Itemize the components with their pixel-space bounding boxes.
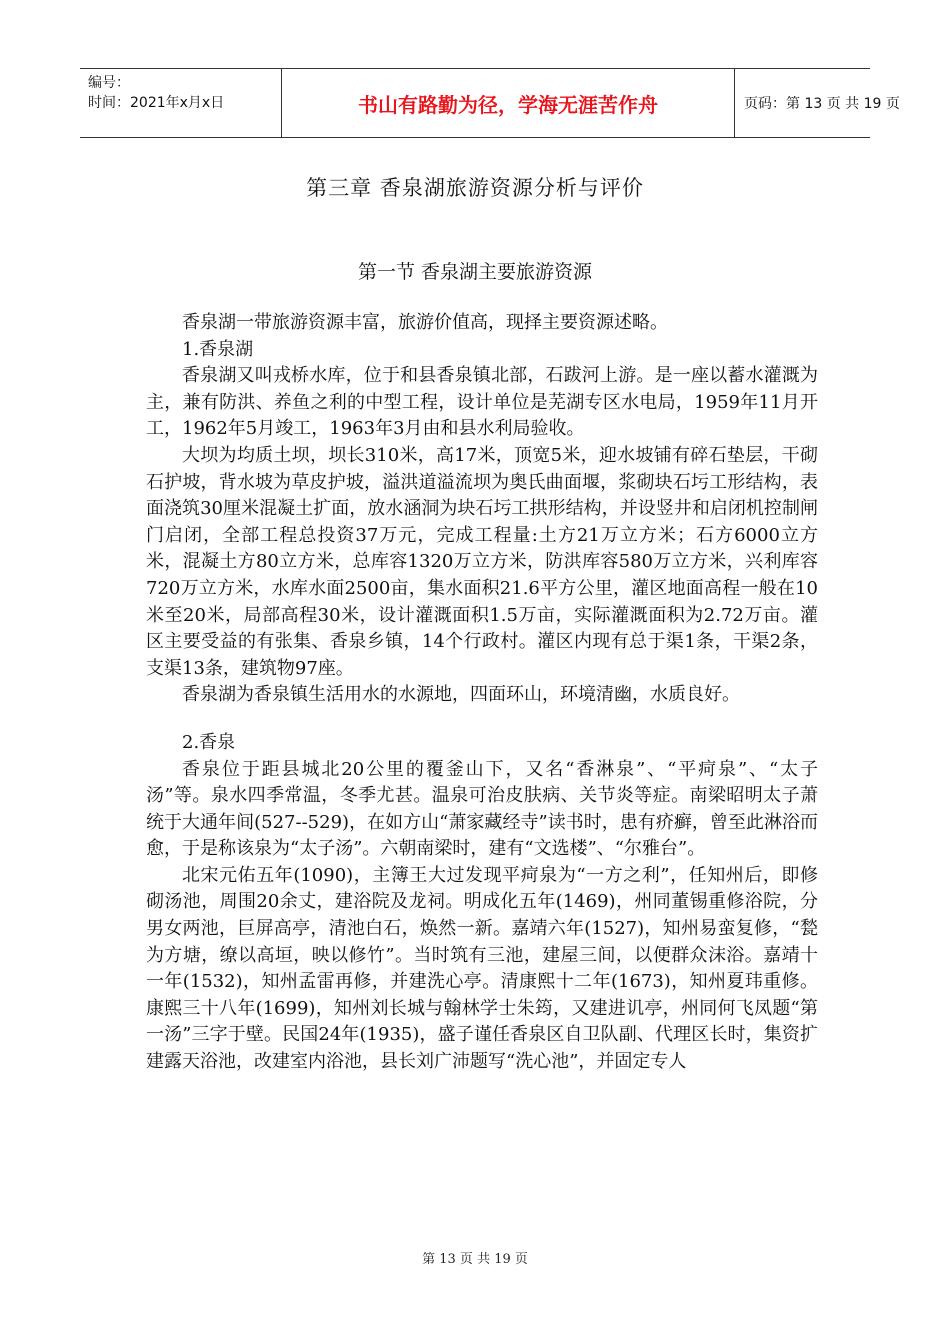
page-footer: 第 13 页 共 19 页 — [422, 1252, 528, 1267]
paragraph: 香泉湖又叫戎桥水库，位于和县香泉镇北部，石跋河上游。是一座以蓄水灌溉为主，兼有防洪、养鱼之利的中型工程，设计单位是芜湖专区水电局，1959年11月开工，1962年5月竣工，1963年3月由和县水利局验收。 — [146, 365, 818, 440]
paragraph: 香泉湖为香泉镇生活用水的水源地，四面环山，环境清幽，水质良好。 — [182, 684, 740, 706]
section-title: 第一节 香泉湖主要旅游资源 — [357, 261, 593, 283]
paragraph-gap — [146, 709, 818, 730]
page-header — [80, 68, 900, 138]
header-page-number: 页码：第 13 页 共 19 页 — [744, 96, 900, 112]
paragraph: 大坝为均质土坝，坝长310米，高17米，顶宽5米，迎水坡铺有碎石垫层，干砌石护坡，背水坡为草皮护坡，溢洪道溢流坝为奥氏曲面堰，浆砌块石圬工形结构，表面浇筑30厘米混凝土扩面，放水涵洞为块石圬工拱形结构，并设竖井和启闭机控制闸门启闭，全部工程总投资37万元，完成工程量:土方21万立方米；石方6000立方米，混凝土方80立方米，总库容1320万立方米，防洪库容580万立方米，兴利库容720万立方米，水库水面2500亩，集水面积21.6平方公里，灌区地面高程一般在10米至20米，局部高程30米，设计灌溉面积1.5万亩，实际灌溉面积为2.72万亩。灌区主要受益的有张集、香泉乡镇，14个行政村。灌区内现有总于渠1条，干渠2条，支渠13条，建筑物97座。 — [146, 444, 818, 679]
paragraph-intro: 香泉湖一带旅游资源丰富，旅游价值高，现择主要资源述略。 — [182, 312, 668, 333]
header-motto: 书山有路勤为径，学海无涯苦作舟 — [358, 92, 658, 117]
paragraph: 香泉位于距县城北20公里的覆釜山下，又名“香淋泉”、“平疴泉”、“太子汤”等。泉水四季常温，冬季尤甚。温泉可治皮肤病、关节炎等症。南梁昭明太子萧统于大通年间(527--529)，在如方山“萧家藏经寺”读书时，患有疥癣，曾至此淋浴而愈，于是称该泉为“太子汤”。六朝南梁时，建有“文选楼”、“尔雅台”。 — [146, 758, 818, 860]
chapter-title: 第三章 香泉湖旅游资源分析与评价 — [306, 176, 644, 200]
document-time-label: 时间：2021年x月x日 — [88, 95, 225, 111]
subheading-xiangquan-lake: 1.香泉湖 — [182, 338, 254, 360]
subheading-xiangquan-spring: 2.香泉 — [182, 731, 236, 753]
paragraph: 北宋元佑五年(1090)，主簿王大过发现平疴泉为“一方之利”，任知州后，即修砌汤池，周围20余丈，建浴院及龙祠。明成化五年(1469)，州同董锡重修浴院，分男女两池，巨屏高亭，清池白石，焕然一新。嘉靖六年(1527)，知州易蛮复修，“甃为方塘，缭以高垣，映以修竹”。当时筑有三池，建屋三间，以便群众沫浴。嘉靖十一年(1532)，知州孟雷再修，并建洗心亭。清康熙十二年(1673)，知州夏玮重修。康熙三十八年(1699)，知州刘长城与翰林学士朱筠，又建进讥亭，州同何飞凤题“第一汤”三字于壁。民国24年(1935)，盛子谨任香泉区自卫队副、代理区长时，集资扩建露天浴池，改建室内浴池，县长刘广沛题写“洗心池”，并固定专人 — [146, 864, 818, 1073]
document-body — [146, 310, 818, 1076]
document-number-label: 编号： — [88, 75, 130, 91]
header-meta — [88, 73, 278, 113]
header-divider — [734, 69, 735, 137]
